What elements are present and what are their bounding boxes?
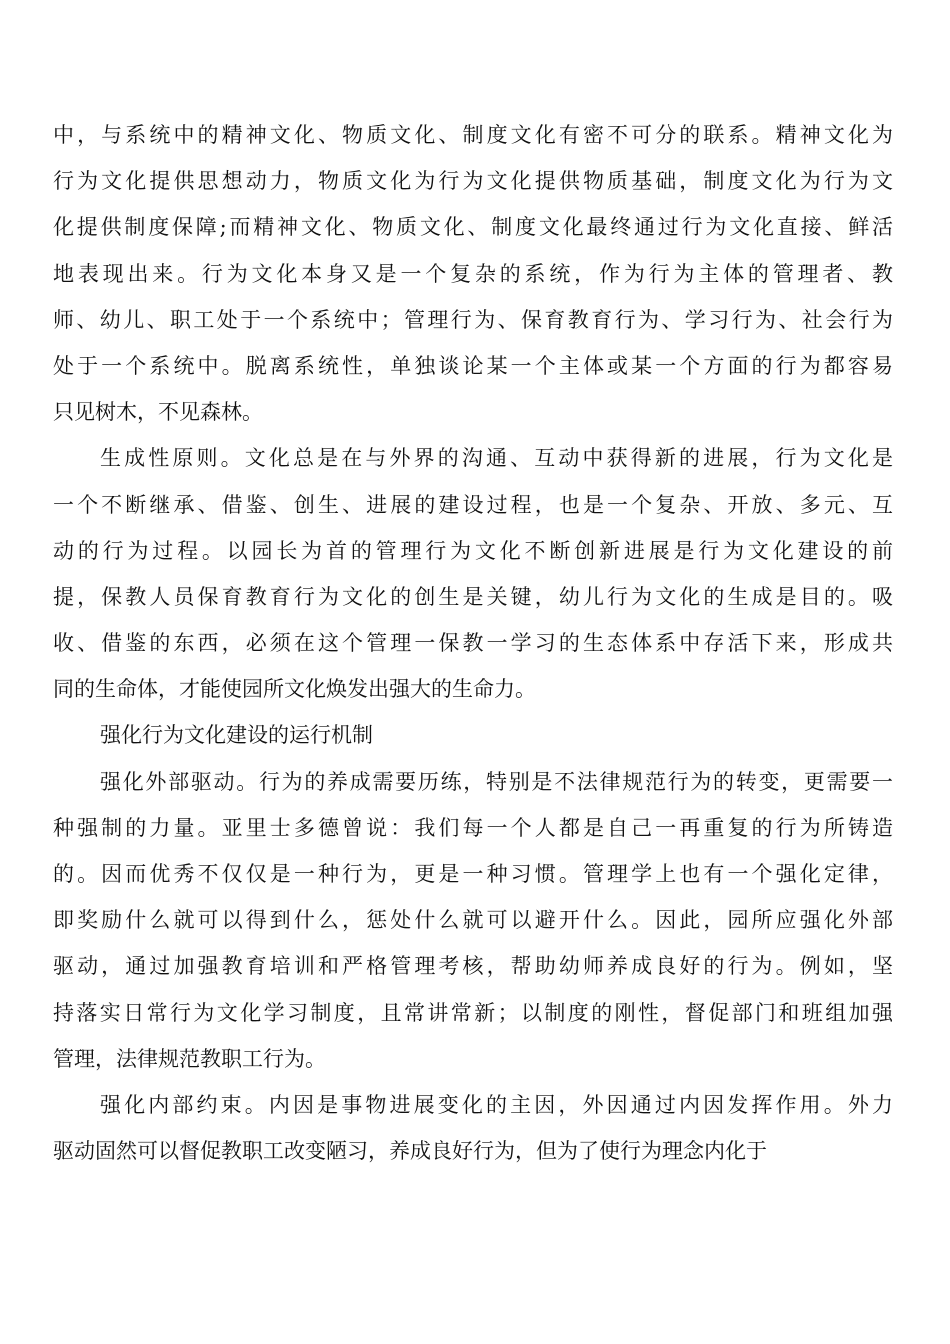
text-line: 师、幼儿、职工处于一个系统中；管理行为、保育教育行为、学习行为、社会行为 xyxy=(53,307,893,332)
text-line: 的。因而优秀不仅仅是一种行为，更是一种习惯。管理学上也有一个强化定律， xyxy=(53,862,893,886)
text-line: 种强制的力量。亚里士多德曾说：我们每一个人都是自己一再重复的行为所铸造 xyxy=(53,815,893,840)
text-line: 收、借鉴的东西，必须在这个管理一保教一学习的生态体系中存活下来，形成共 xyxy=(53,631,893,656)
text-line: 中，与系统中的精神文化、物质文化、制度文化有密不可分的联系。精神文化为 xyxy=(53,123,893,147)
paragraph-first-line: 强化内部约束。内因是事物进展变化的主因，外因通过内因发挥作用。外力 xyxy=(100,1092,893,1117)
section-heading: 强化行为文化建设的运行机制 xyxy=(100,723,373,748)
text-line: 管理，法律规范教职工行为。 xyxy=(53,1046,326,1071)
text-line: 地表现出来。行为文化本身又是一个复杂的系统，作为行为主体的管理者、教 xyxy=(53,261,893,286)
text-line: 提，保教人员保育教育行为文化的创生是关键，幼儿行为文化的生成是目的。吸 xyxy=(53,584,893,609)
text-line: 即奖励什么就可以得到什么，惩处什么就可以避开什么。因此，园所应强化外部 xyxy=(53,908,893,933)
document-page xyxy=(53,112,893,1174)
text-line: 只见树木，不见森林。 xyxy=(53,400,263,425)
text-line: 驱动固然可以督促教职工改变陋习，养成良好行为，但为了使行为理念内化于 xyxy=(53,1139,767,1164)
paragraph-first-line: 生成性原则。文化总是在与外界的沟通、互动中获得新的进展，行为文化是 xyxy=(100,446,893,471)
paragraph-first-line: 强化外部驱动。行为的养成需要历练，特别是不法律规范行为的转变，更需要一 xyxy=(100,769,893,794)
text-line: 动的行为过程。以园长为首的管理行为文化不断创新进展是行为文化建设的前 xyxy=(53,538,893,563)
text-line: 行为文化提供思想动力，物质文化为行为文化提供物质基础，制度文化为行为文 xyxy=(53,169,893,194)
text-line: 驱动，通过加强教育培训和严格管理考核，帮助幼师养成良好的行为。例如，坚 xyxy=(53,954,893,979)
text-line: 同的生命体，才能使园所文化焕发出强大的生命力。 xyxy=(53,677,536,702)
text-line: 持落实日常行为文化学习制度，且常讲常新；以制度的刚性，督促部门和班组加强 xyxy=(53,1000,893,1025)
text-line: 处于一个系统中。脱离系统性，单独谈论某一个主体或某一个方面的行为都容易 xyxy=(53,353,893,378)
text-line: 化提供制度保障;而精神文化、物质文化、制度文化最终通过行为文化直接、鲜活 xyxy=(53,215,893,240)
text-line: 一个不断继承、借鉴、创生、进展的建设过程，也是一个复杂、开放、多元、互 xyxy=(53,492,893,517)
